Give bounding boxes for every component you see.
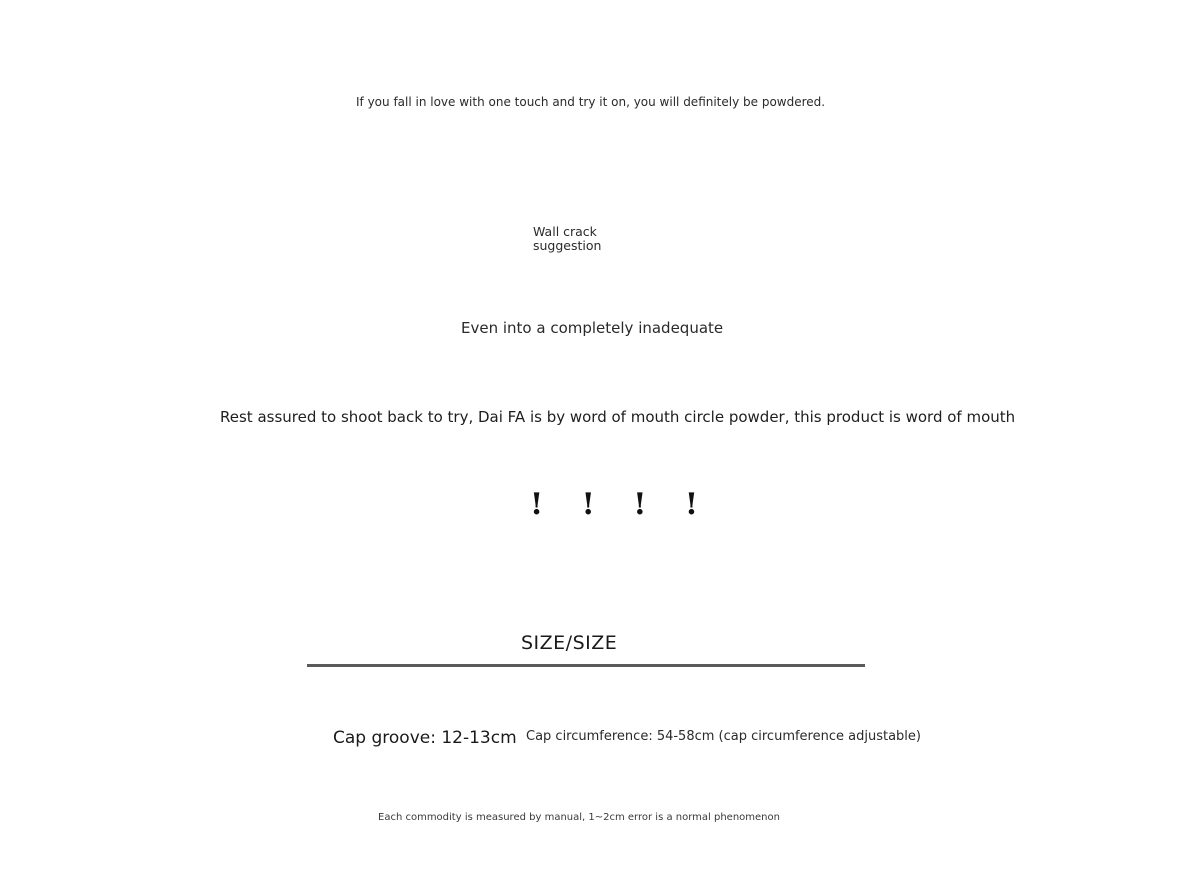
size-heading: SIZE/SIZE [521,632,618,654]
cap-circumference-text: Cap circumference: 54-58cm (cap circumference adjustable) [526,729,921,744]
wall-crack-suggestion-text: Wall crack suggestion [533,224,602,253]
size-divider [307,664,865,667]
rest-assured-text: Rest assured to shoot back to try, Dai FA is by word of mouth circle powder, this product is word of mouth [220,408,1016,426]
exclamation-marks: ! ! ! ! [530,487,713,522]
tagline-text: If you fall in love with one touch and try it on, you will definitely be powdered. [356,95,826,109]
measurement-note: Each commodity is measured by manual, 1~2cm error is a normal phenomenon [378,812,780,823]
cap-groove-text: Cap groove: 12-13cm [333,728,517,748]
inadequate-text: Even into a completely inadequate [461,319,724,337]
